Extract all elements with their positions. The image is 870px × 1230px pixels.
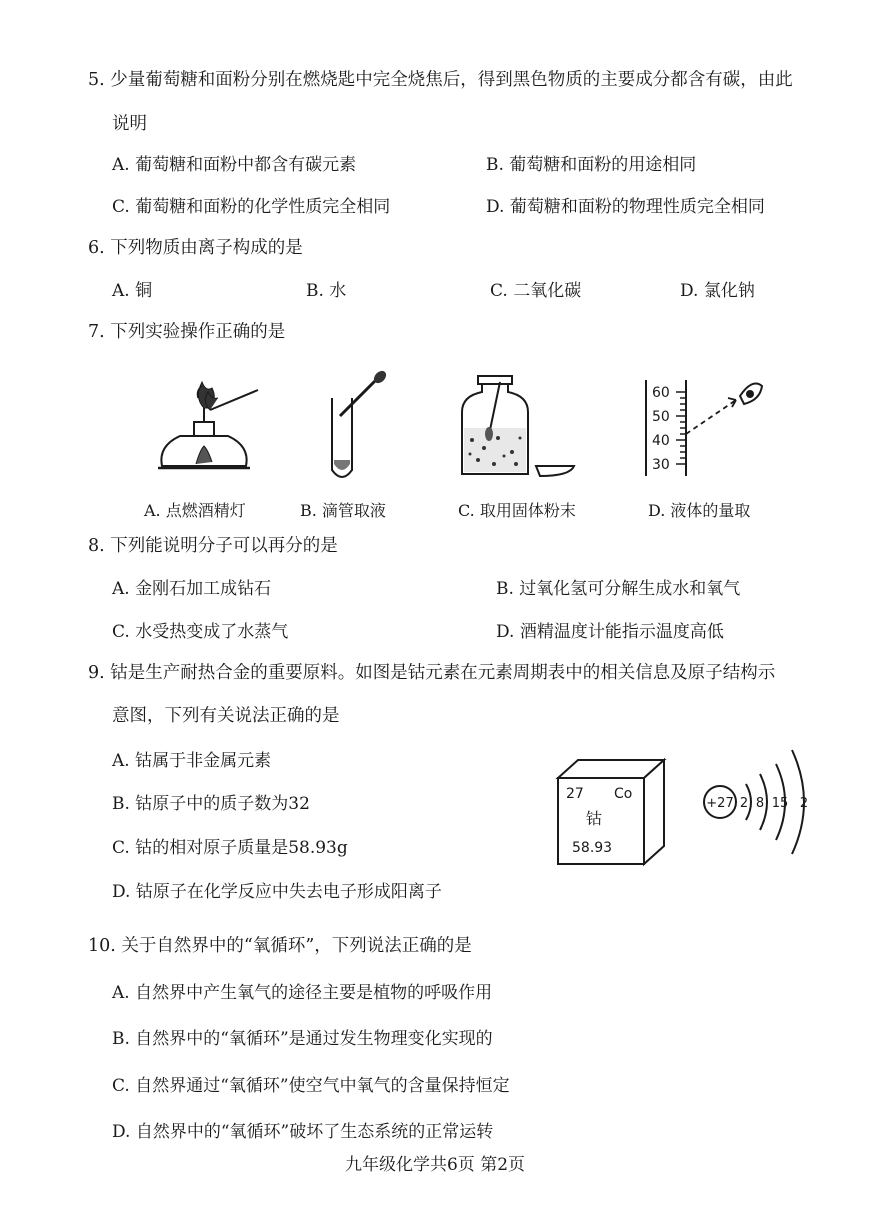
q10-option-a: A. 自然界中产生氧气的途径主要是植物的呼吸作用 bbox=[112, 983, 493, 1003]
q10-option-b: B. 自然界中的“氧循环”是通过发生物理变化实现的 bbox=[112, 1029, 493, 1049]
q9-stem-line1: 9. 钴是生产耐热合金的重要原料。如图是钴元素在元素周期表中的相关信息及原子结构示 bbox=[88, 663, 776, 683]
q9-stem-line2: 意图，下列有关说法正确的是 bbox=[112, 706, 340, 726]
q7-option-a: A. 点燃酒精灯 bbox=[144, 501, 246, 520]
q5-stem-line2: 说明 bbox=[112, 114, 147, 134]
q7-option-c: C. 取用固体粉末 bbox=[458, 501, 576, 520]
q9-option-b: B. 钴原子中的质子数为32 bbox=[112, 794, 310, 814]
cylinder-tick-60: 60 bbox=[652, 385, 670, 401]
q6-option-c: C. 二氧化碳 bbox=[490, 281, 582, 301]
shell-3-electrons: 15 bbox=[771, 796, 789, 811]
shell-4-electrons: 2 bbox=[799, 796, 809, 811]
element-symbol: Co bbox=[614, 786, 633, 802]
q6-option-a: A. 铜 bbox=[112, 281, 153, 301]
q8-option-c: C. 水受热变成了水蒸气 bbox=[112, 622, 289, 642]
q7-option-d: D. 液体的量取 bbox=[648, 501, 751, 520]
q9-option-d: D. 钴原子在化学反应中失去电子形成阳离子 bbox=[112, 882, 442, 902]
q5-option-b: B. 葡萄糖和面粉的用途相同 bbox=[486, 155, 697, 175]
q9-option-a: A. 钴属于非金属元素 bbox=[112, 751, 272, 771]
q5-option-a: A. 葡萄糖和面粉中都含有碳元素 bbox=[112, 155, 357, 175]
periodic-table-cell bbox=[556, 758, 676, 868]
cylinder-tick-50: 50 bbox=[652, 409, 670, 425]
element-atomic-number: 27 bbox=[566, 786, 584, 802]
q5-stem-line1: 5. 少量葡萄糖和面粉分别在燃烧匙中完全烧焦后，得到黑色物质的主要成分都含有碳，由此 bbox=[88, 70, 793, 90]
element-name: 钴 bbox=[586, 809, 603, 828]
q5-option-c: C. 葡萄糖和面粉的化学性质完全相同 bbox=[112, 197, 391, 217]
q8-stem: 8. 下列能说明分子可以再分的是 bbox=[88, 536, 338, 556]
q6-option-b: B. 水 bbox=[306, 281, 347, 301]
q10-stem: 10. 关于自然界中的“氧循环”，下列说法正确的是 bbox=[88, 936, 472, 956]
element-atomic-mass: 58.93 bbox=[572, 840, 613, 856]
reagent-bottle-figure bbox=[454, 368, 584, 488]
q10-option-d: D. 自然界中的“氧循环”破坏了生态系统的正常运转 bbox=[112, 1122, 494, 1142]
q8-option-d: D. 酒精温度计能指示温度高低 bbox=[496, 622, 724, 642]
shell-1-electrons: 2 bbox=[739, 796, 749, 811]
shell-2-electrons: 8 bbox=[755, 796, 765, 811]
q9-option-c: C. 钴的相对原子质量是58.93g bbox=[112, 838, 348, 858]
page-footer: 九年级化学共6页 第2页 bbox=[344, 1155, 526, 1175]
dropper-figure bbox=[318, 368, 398, 488]
q10-option-c: C. 自然界通过“氧循环”使空气中氧气的含量保持恒定 bbox=[112, 1076, 510, 1096]
q6-option-d: D. 氯化钠 bbox=[680, 281, 755, 301]
q7-option-b: B. 滴管取液 bbox=[300, 501, 386, 520]
q7-stem: 7. 下列实验操作正确的是 bbox=[88, 322, 286, 342]
cylinder-tick-40: 40 bbox=[652, 433, 670, 449]
atomic-structure-diagram bbox=[700, 744, 820, 864]
q5-option-d: D. 葡萄糖和面粉的物理性质完全相同 bbox=[486, 197, 765, 217]
nucleus-charge: +27 bbox=[706, 796, 734, 811]
q8-option-b: B. 过氧化氢可分解生成水和氧气 bbox=[496, 579, 741, 599]
cylinder-tick-30: 30 bbox=[652, 457, 670, 473]
alcohol-lamp-figure bbox=[140, 368, 270, 488]
q6-stem: 6. 下列物质由离子构成的是 bbox=[88, 238, 303, 258]
q8-option-a: A. 金刚石加工成钻石 bbox=[112, 579, 272, 599]
graduated-cylinder-figure bbox=[640, 368, 780, 488]
